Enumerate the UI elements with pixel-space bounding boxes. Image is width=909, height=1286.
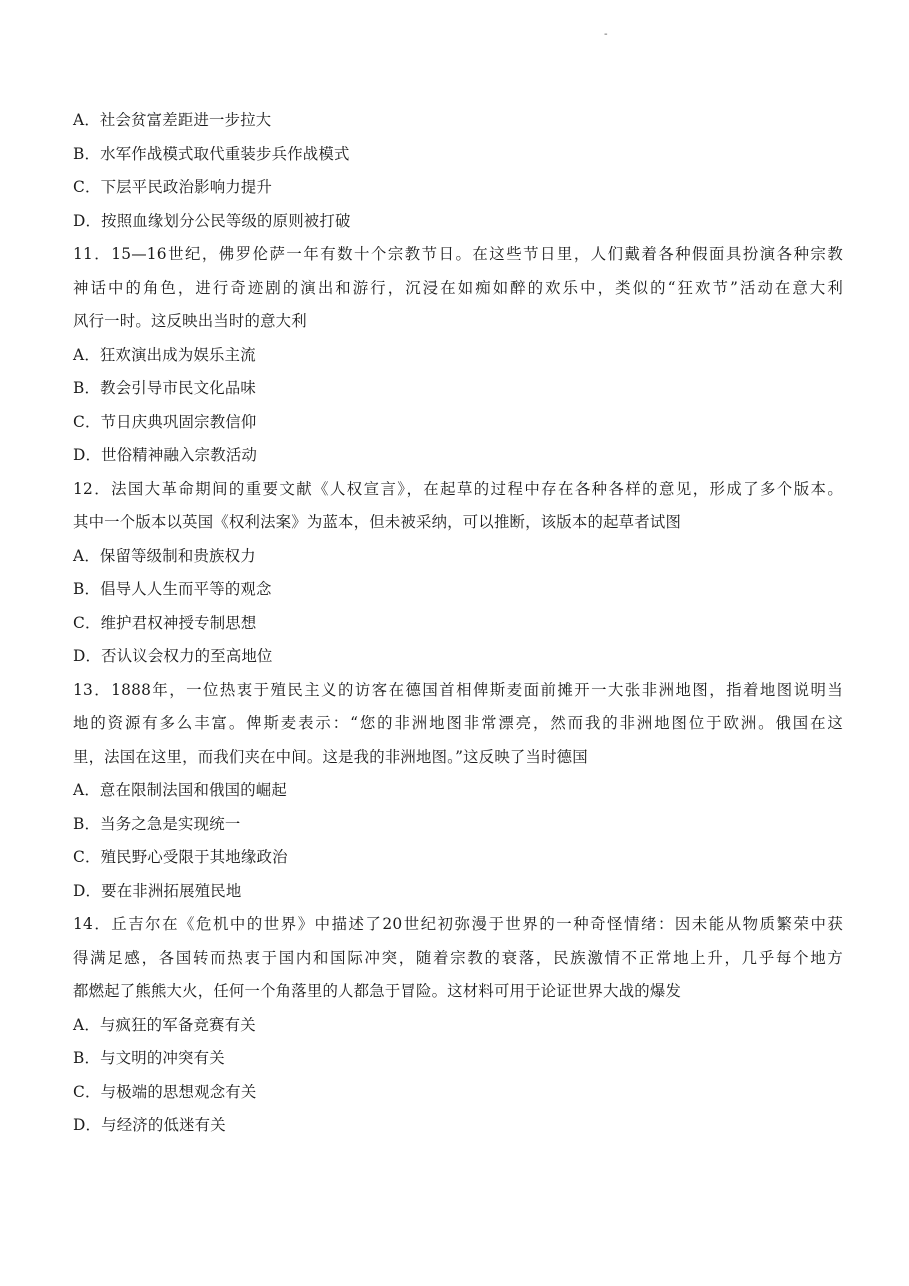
- question-11: [73, 238, 843, 473]
- option-a: A．与疯狂的军备竞赛有关: [73, 1015, 256, 1034]
- option-c: C．下层平民政治影响力提升: [73, 178, 273, 196]
- question-13: [73, 674, 843, 909]
- question-stem-line: 风行一时。这反映出当时的意大利: [73, 312, 307, 330]
- option-c: C．维护君权神授专制思想: [73, 613, 257, 632]
- option-d: D．世俗精神融入宗教活动: [73, 446, 258, 464]
- question-10-options: [73, 104, 843, 238]
- option-d: D．与经济的低迷有关: [73, 1116, 226, 1134]
- question-12: [73, 473, 843, 674]
- option-a: A．保留等级制和贵族权力: [73, 546, 256, 565]
- question-stem-line: 神话中的角色，进行奇迹剧的演出和游行，沉浸在如痴如醉的欢乐中，类似的“狂欢节”活动在意大利: [73, 278, 843, 297]
- option-c: C．与极端的思想观念有关: [73, 1082, 257, 1101]
- option-b: B．水军作战模式取代重装步兵作战模式: [73, 144, 350, 163]
- option-a: A．狂欢演出成为娱乐主流: [73, 345, 256, 364]
- question-stem-line: 得满足感，各国转而热衷于国内和国际冲突，随着宗教的衰落，民族激情不正常地上升，几乎每个地方: [73, 948, 843, 967]
- question-stem-line: 11．15—16世纪，佛罗伦萨一年有数十个宗教节日。在这些节日里，人们戴着各种假面具扮演各种宗教: [73, 245, 843, 263]
- option-b: B．当务之急是实现统一: [73, 814, 241, 833]
- question-stem-line: 13．1888年，一位热衷于殖民主义的访客在德国首相俾斯麦面前摊开一大张非洲地图，指着地图说明当: [73, 680, 843, 699]
- option-b: B．教会引导市民文化品味: [73, 379, 257, 397]
- question-content: [73, 104, 843, 1143]
- option-c: C．节日庆典巩固宗教信仰: [73, 412, 257, 431]
- option-c: C．殖民野心受限于其地缘政治: [73, 848, 288, 866]
- question-stem-line: 12．法国大革命期间的重要文献《人权宣言》，在起草的过程中存在各种各样的意见，形成了多个版本。: [73, 479, 843, 498]
- option-d: D．否认议会权力的至高地位: [73, 647, 273, 665]
- question-14: [73, 908, 843, 1143]
- question-stem-line: 里，法国在这里，而我们夹在中间。这是我的非洲地图。”这反映了当时德国: [73, 747, 588, 766]
- option-a: A．意在限制法国和俄国的崛起: [73, 781, 287, 799]
- option-b: B．倡导人人生而平等的观念: [73, 580, 272, 598]
- option-d: D．按照血缘划分公民等级的原则被打破: [73, 211, 351, 230]
- option-b: B．与文明的冲突有关: [73, 1049, 225, 1067]
- question-stem-line: 其中一个版本以英国《权利法案》为蓝本，但未被采纳，可以推断，该版本的起草者试图: [73, 513, 682, 531]
- option-a: A．社会贫富差距进一步拉大: [73, 111, 272, 129]
- option-d: D．要在非洲拓展殖民地: [73, 881, 242, 900]
- question-stem-line: 14．丘吉尔在《危机中的世界》中描述了20世纪初弥漫于世界的一种奇怪情绪：因未能从物质繁荣中获: [73, 915, 843, 933]
- question-stem-line: 地的资源有多么丰富。俾斯麦表示：“您的非洲地图非常漂亮，然而我的非洲地图位于欧洲。俄国在这: [73, 714, 843, 732]
- header-mark: -: [604, 29, 608, 40]
- question-stem-line: 都燃起了熊熊大火，任何一个角落里的人都急于冒险。这材料可用于论证世界大战的爆发: [73, 982, 682, 1000]
